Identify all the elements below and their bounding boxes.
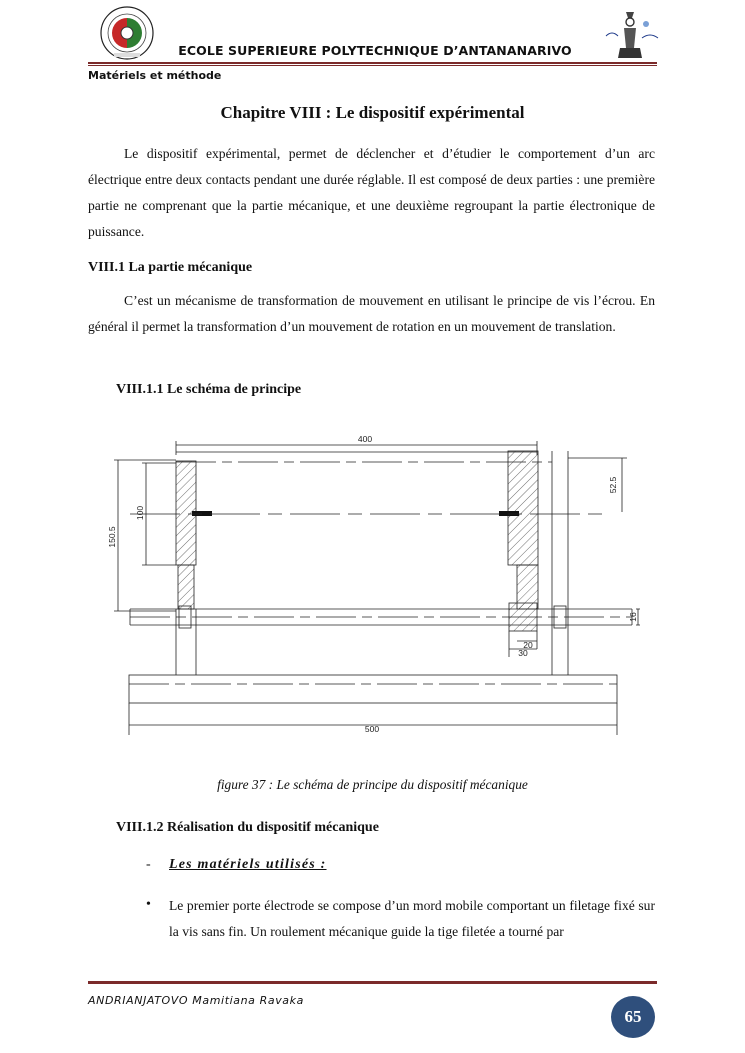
right-jaw [508,451,538,565]
bullet-point: • [146,897,151,912]
dim-label-left-inner: 100 [135,505,145,521]
chapter-title: Chapitre VIII : Le dispositif expérimental [220,103,525,122]
mechanical-schematic [100,425,645,743]
subsection-heading: VIII.1.1 Le schéma de principe [116,382,302,397]
dim-label-nut-inner: 20 [523,640,533,650]
base-plate [129,675,617,703]
section-label: Matériels et méthode [88,69,222,82]
right-electrode [499,511,519,516]
nut [509,603,537,631]
header-rule-thin [88,65,657,66]
dim-label-rod: 16 [628,612,638,622]
mechanism-paragraph-text: C’est un mécanisme de transformation de mouvement en utilisant le principe de vis l’écrou. En général il permet la transformation d’un mouvement de rotation en un mouvement de translation. [88,293,655,334]
author-name: ANDRIANJATOVO Mamitiana Ravaka [88,994,304,1007]
right-jaw-lower [517,565,538,609]
dim-label-left-outer: 150.5 [107,526,117,548]
left-electrode [192,511,212,516]
figure-caption: figure 37 : Le schéma de principe du dispositif mécanique [217,777,528,792]
list-item: Le premier porte électrode se compose d’un mord mobile comportant un filetage fixé sur la vis sans fin. Un roulement mécanique guide la tige filetée a tourné par [169,898,655,939]
materials-heading: Les matériels utilisés : [169,857,327,872]
list-dash: - [146,857,151,872]
page-number: 65 [611,996,655,1038]
dim-label-right-upper: 52.5 [608,476,618,494]
subsection-heading: VIII.1.2 Réalisation du dispositif mécanique [116,820,379,835]
school-logo [98,6,156,62]
department-logo [602,8,660,62]
footer-rule [88,981,657,984]
dim-label-top: 400 [357,434,373,444]
intro-paragraph [88,141,655,245]
intro-paragraph-text: Le dispositif expérimental, permet de déclencher et d’étudier le comportement d’un arc électrique entre deux contacts pendant une durée réglable. Il est composé de deux parties : une première partie ne comprenant que la partie mécanique, et une deuxième regroupant la partie électronique de puissance. [88,146,655,239]
left-jaw-lower [178,565,194,609]
dim-label-bottom: 500 [364,724,380,734]
section-heading: VIII.1 La partie mécanique [88,260,253,275]
mechanism-paragraph [88,288,655,340]
school-name: ECOLE SUPERIEURE POLYTECHNIQUE D’ANTANANARIVO [178,43,572,58]
dim-label-nut-outer: 30 [518,648,528,658]
header-rule [88,62,657,64]
